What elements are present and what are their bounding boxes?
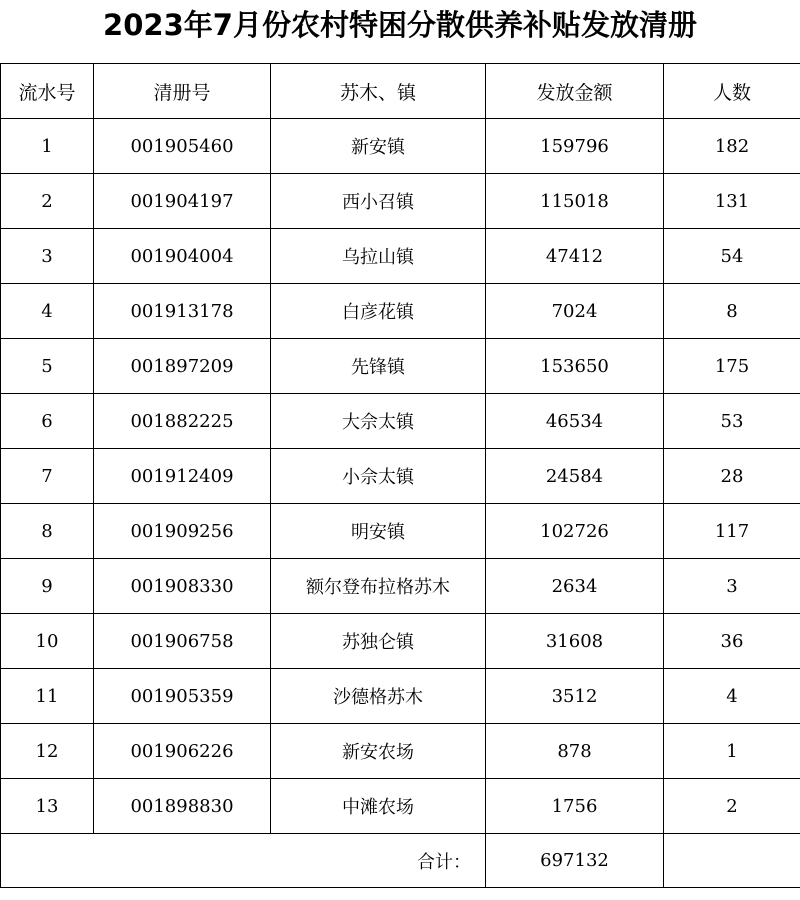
header-amount: 发放金额: [486, 64, 664, 119]
cell-town: 苏独仑镇: [271, 614, 486, 669]
header-serial: 流水号: [1, 64, 94, 119]
cell-people: 4: [664, 669, 800, 724]
table-row: [1, 119, 800, 174]
table-row: [1, 779, 800, 834]
cell-amount: 47412: [486, 229, 664, 284]
cell-amount: 7024: [486, 284, 664, 339]
page-title: 2023年7月份农村特困分散供养补贴发放清册: [103, 8, 697, 42]
cell-people: 2: [664, 779, 800, 834]
header-row: [1, 64, 800, 119]
cell-serial: 6: [1, 394, 94, 449]
cell-town: 西小召镇: [271, 174, 486, 229]
table-row: [1, 449, 800, 504]
cell-serial: 11: [1, 669, 94, 724]
cell-amount: 102726: [486, 504, 664, 559]
cell-register-code: 001904004: [94, 229, 271, 284]
cell-people: 117: [664, 504, 800, 559]
cell-people: 1: [664, 724, 800, 779]
table-row: [1, 614, 800, 669]
cell-amount: 878: [486, 724, 664, 779]
cell-register-code: 001897209: [94, 339, 271, 394]
cell-serial: 4: [1, 284, 94, 339]
cell-amount: 31608: [486, 614, 664, 669]
cell-serial: 13: [1, 779, 94, 834]
cell-people: 175: [664, 339, 800, 394]
cell-people: 53: [664, 394, 800, 449]
header-town: 苏木、镇: [271, 64, 486, 119]
cell-serial: 12: [1, 724, 94, 779]
table-body: [1, 119, 800, 834]
cell-amount: 159796: [486, 119, 664, 174]
table-row: [1, 394, 800, 449]
cell-register-code: 001913178: [94, 284, 271, 339]
table-row: [1, 284, 800, 339]
cell-amount: 24584: [486, 449, 664, 504]
table-row: [1, 559, 800, 614]
cell-amount: 46534: [486, 394, 664, 449]
cell-town: 小佘太镇: [271, 449, 486, 504]
cell-register-code: 001904197: [94, 174, 271, 229]
table-row: [1, 339, 800, 394]
cell-register-code: 001912409: [94, 449, 271, 504]
table-row: [1, 724, 800, 779]
cell-people: 54: [664, 229, 800, 284]
cell-town: 中滩农场: [271, 779, 486, 834]
allowance-table: [0, 63, 800, 888]
cell-people: 8: [664, 284, 800, 339]
table-row: [1, 229, 800, 284]
cell-town: 额尔登布拉格苏木: [271, 559, 486, 614]
cell-amount: 1756: [486, 779, 664, 834]
cell-people: 131: [664, 174, 800, 229]
cell-register-code: 001909256: [94, 504, 271, 559]
total-people: [664, 834, 800, 888]
cell-serial: 2: [1, 174, 94, 229]
cell-town: 沙德格苏木: [271, 669, 486, 724]
total-amount: 697132: [486, 834, 664, 888]
cell-serial: 10: [1, 614, 94, 669]
cell-serial: 3: [1, 229, 94, 284]
cell-register-code: 001906226: [94, 724, 271, 779]
cell-amount: 2634: [486, 559, 664, 614]
table-row: [1, 669, 800, 724]
cell-register-code: 001906758: [94, 614, 271, 669]
cell-town: 新安镇: [271, 119, 486, 174]
cell-register-code: 001882225: [94, 394, 271, 449]
cell-register-code: 001898830: [94, 779, 271, 834]
cell-serial: 5: [1, 339, 94, 394]
cell-serial: 7: [1, 449, 94, 504]
cell-town: 乌拉山镇: [271, 229, 486, 284]
cell-register-code: 001908330: [94, 559, 271, 614]
cell-town: 白彦花镇: [271, 284, 486, 339]
cell-register-code: 001905359: [94, 669, 271, 724]
cell-people: 36: [664, 614, 800, 669]
cell-people: 3: [664, 559, 800, 614]
cell-town: 先锋镇: [271, 339, 486, 394]
cell-serial: 1: [1, 119, 94, 174]
header-people: 人数: [664, 64, 800, 119]
cell-town: 大佘太镇: [271, 394, 486, 449]
cell-people: 28: [664, 449, 800, 504]
table-row: [1, 174, 800, 229]
cell-town: 明安镇: [271, 504, 486, 559]
total-label: 合计：: [1, 834, 486, 888]
cell-serial: 8: [1, 504, 94, 559]
cell-people: 182: [664, 119, 800, 174]
total-row: [1, 834, 800, 888]
cell-town: 新安农场: [271, 724, 486, 779]
cell-amount: 115018: [486, 174, 664, 229]
cell-amount: 153650: [486, 339, 664, 394]
cell-register-code: 001905460: [94, 119, 271, 174]
cell-serial: 9: [1, 559, 94, 614]
table-row: [1, 504, 800, 559]
header-register-code: 清册号: [94, 64, 271, 119]
cell-amount: 3512: [486, 669, 664, 724]
